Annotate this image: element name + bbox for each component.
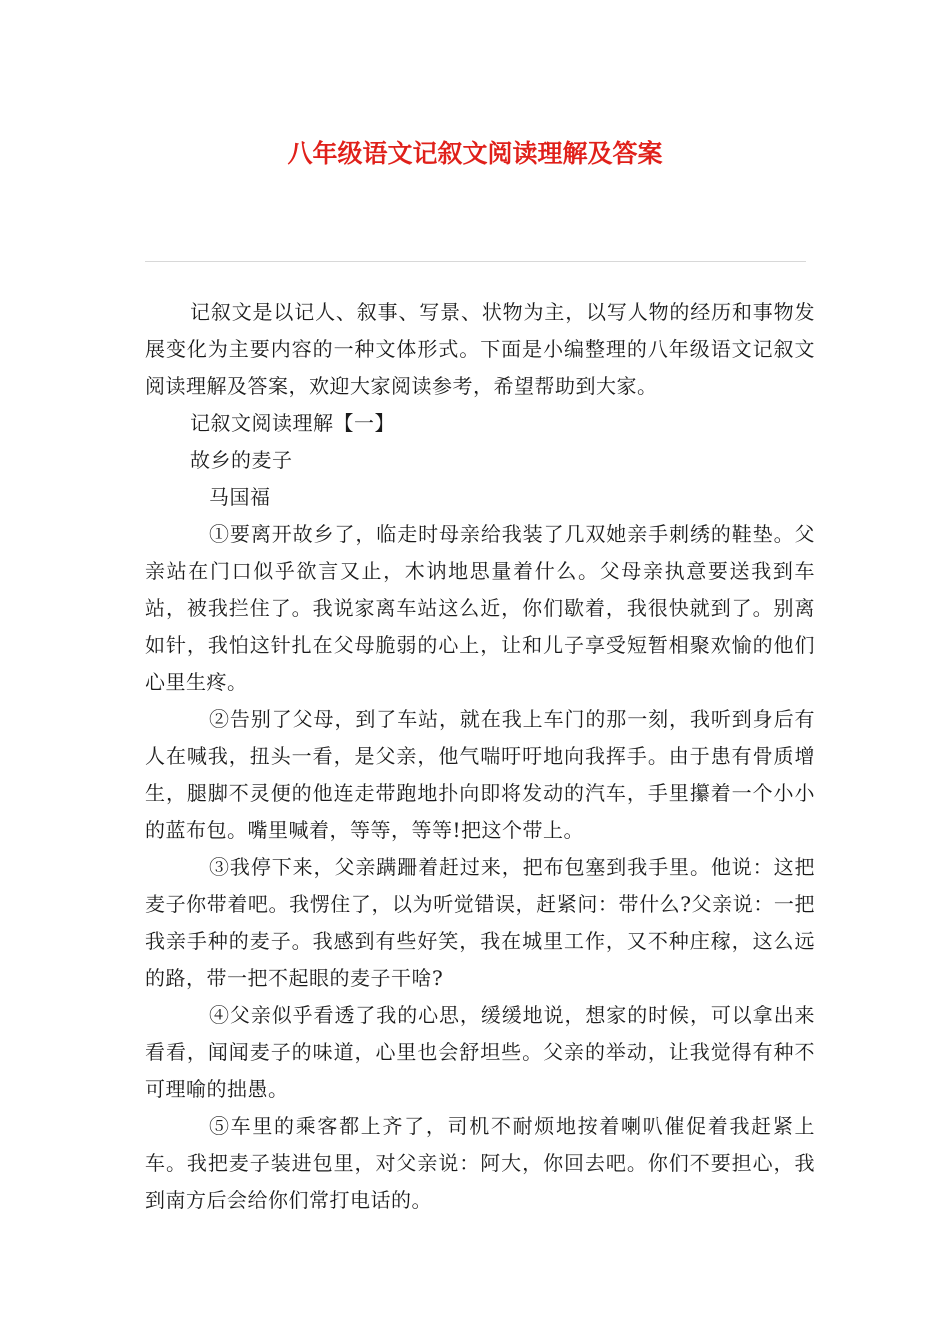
section-heading: 记叙文阅读理解【一】: [190, 411, 395, 435]
story-paragraph-4: ④父亲似乎看透了我的心思，缓缓地说，想家的时候，可以拿出来看看，闻闻麦子的味道，心里也会舒坦些。父亲的举动，让我觉得有种不可理喻的拙愚。: [145, 1003, 815, 1101]
document-title: 八年级语文记叙文阅读理解及答案: [287, 139, 663, 168]
story-paragraph-5: ⑤车里的乘客都上齐了，司机不耐烦地按着喇叭催促着我赶紧上车。我把麦子装进包里，对父亲说：阿大，你回去吧。你们不要担心，我到南方后会给你们常打电话的。: [145, 1114, 815, 1212]
title-divider: [145, 261, 806, 262]
story-paragraph-2: ②告别了父母，到了车站，就在我上车门的那一刻，我听到身后有人在喊我，扭头一看，是父亲，他气喘吁吁地向我挥手。由于患有骨质增生，腿脚不灵便的他连走带跑地扑向即将发动的汽车，手里攥着一个小小的蓝布包。嘴里喊着，等等，等等!把这个带上。: [145, 707, 815, 842]
story-author: 马国福: [209, 485, 271, 509]
document-body: [145, 294, 815, 1219]
story-paragraph-3: ③我停下来，父亲蹒跚着赶过来，把布包塞到我手里。他说：这把麦子你带着吧。我愣住了，以为听觉错误，赶紧问：带什么?父亲说：一把我亲手种的麦子。我感到有些好笑，我在城里工作，又不种庄稼，这么远的路，带一把不起眼的麦子干啥?: [145, 855, 815, 990]
story-title: 故乡的麦子: [190, 448, 293, 472]
story-paragraph-1: ①要离开故乡了，临走时母亲给我装了几双她亲手刺绣的鞋垫。父亲站在门口似乎欲言又止，木讷地思量着什么。父母亲执意要送我到车站，被我拦住了。我说家离车站这么近，你们歇着，我很快就到了。别离如针，我怕这针扎在父母脆弱的心上，让和儿子享受短暂相聚欢愉的他们心里生疼。: [145, 522, 815, 694]
intro-paragraph: 记叙文是以记人、叙事、写景、状物为主，以写人物的经历和事物发展变化为主要内容的一种文体形式。下面是小编整理的八年级语文记叙文阅读理解及答案，欢迎大家阅读参考，希望帮助到大家。: [145, 300, 815, 398]
